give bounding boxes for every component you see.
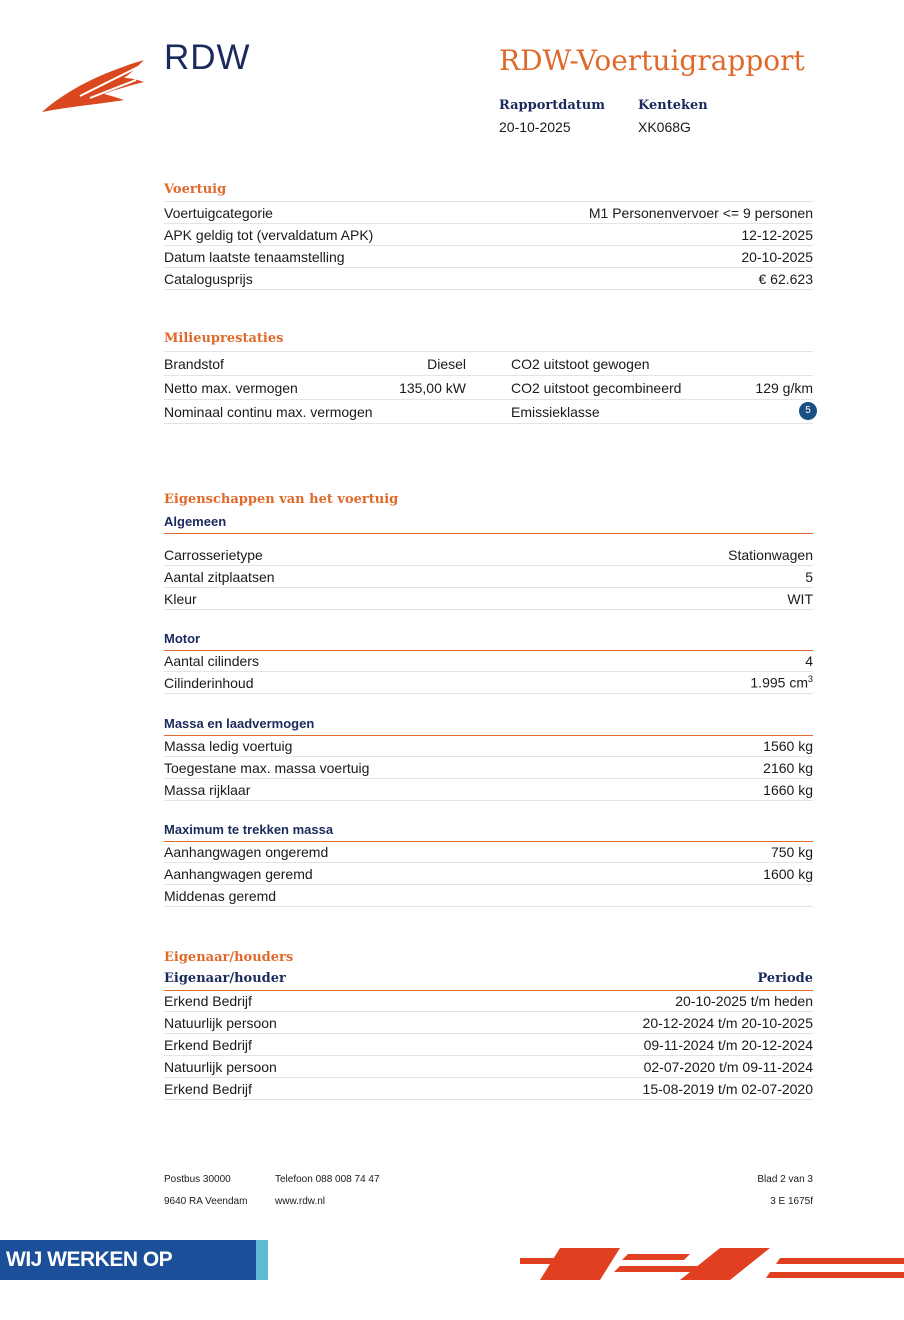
table-row [164, 400, 813, 424]
section-title-milieu: Milieuprestaties [164, 331, 284, 346]
footer-code: 3 E 1675f [770, 1196, 813, 1207]
footer-telefoon: Telefoon 088 008 74 47 [275, 1174, 380, 1185]
row-value: 20-10-2025 [741, 248, 813, 265]
row-label: Brandstof [164, 356, 224, 372]
column-header-periode: Periode [757, 971, 813, 986]
table-row [164, 885, 813, 907]
table-row [164, 650, 813, 672]
row-label: Kleur [164, 590, 197, 607]
table-row [164, 224, 813, 246]
eigenaar-header [164, 971, 813, 991]
emissieklasse-badge: 5 [799, 402, 817, 420]
row-label: Aanhangwagen geremd [164, 865, 313, 882]
row-value: 1560 kg [763, 737, 813, 754]
table-row [164, 779, 813, 801]
subsection-algemeen: Algemeen [164, 514, 813, 534]
row-label: Toegestane max. massa voertuig [164, 759, 370, 776]
row-value: € 62.623 [758, 270, 813, 287]
row-label: Cilinderinhoud [164, 674, 254, 691]
row-value: 15-08-2019 t/m 02-07-2020 [642, 1080, 813, 1097]
row-label: Aantal cilinders [164, 652, 259, 669]
row-label: Massa ledig voertuig [164, 737, 293, 754]
row-label: CO2 uitstoot gecombineerd [511, 380, 682, 396]
row-label: Nominaal continu max. vermogen [164, 404, 373, 420]
row-value: 4 [805, 652, 813, 669]
row-label: Netto max. vermogen [164, 380, 298, 396]
report-title: RDW-Voertuigrapport [499, 44, 805, 77]
table-row [164, 863, 813, 885]
logo-text: RDW [164, 38, 251, 77]
row-label: Middenas geremd [164, 887, 277, 904]
table-row [164, 990, 813, 1012]
row-value: 09-11-2024 t/m 20-12-2024 [643, 1036, 813, 1053]
row-label: Aanhangwagen ongeremd [164, 843, 329, 860]
rapportdatum-label: Rapportdatum [499, 98, 605, 113]
row-value: WIT [787, 590, 813, 607]
table-row [164, 1034, 813, 1056]
table-row [164, 246, 813, 268]
milieu-table [164, 351, 813, 424]
footer-web-link[interactable]: www.rdw.nl [275, 1196, 326, 1207]
table-row [164, 268, 813, 290]
row-value: 20-10-2025 t/m heden [675, 992, 813, 1009]
table-row [164, 1078, 813, 1100]
row-value: 12-12-2025 [741, 226, 813, 243]
row-value: 135,00 kW [399, 380, 466, 396]
row-value: 2160 kg [763, 759, 813, 776]
kenteken-value: XK068G [638, 119, 691, 135]
row-label: Natuurlijk persoon [164, 1058, 277, 1075]
table-row [164, 351, 813, 376]
voertuig-table [164, 201, 813, 290]
row-label: APK geldig tot (vervaldatum APK) [164, 226, 374, 243]
row-label: Erkend Bedrijf [164, 992, 252, 1009]
table-row [164, 201, 813, 224]
row-label: Natuurlijk persoon [164, 1014, 277, 1031]
section-title-eigenschappen: Eigenschappen van het voertuig [164, 492, 399, 507]
row-label: Datum laatste tenaamstelling [164, 248, 345, 265]
subsection-massa: Massa en laadvermogen [164, 716, 813, 736]
footer-page-number: Blad 2 van 3 [757, 1174, 813, 1185]
row-label: Emissieklasse [511, 404, 600, 420]
table-row [164, 376, 813, 400]
table-row [164, 672, 813, 694]
subsection-motor: Motor [164, 631, 813, 651]
table-row [164, 566, 813, 588]
row-value: M1 Personenvervoer <= 9 personen [588, 204, 813, 221]
table-row [164, 588, 813, 610]
row-value: 129 g/km [755, 380, 813, 396]
table-row [164, 1012, 813, 1034]
eigenaar-table [164, 990, 813, 1100]
table-row [164, 1056, 813, 1078]
rapportdatum-value: 20-10-2025 [499, 119, 571, 135]
row-label: Voertuigcategorie [164, 204, 273, 221]
row-label: Erkend Bedrijf [164, 1036, 252, 1053]
row-value: 20-12-2024 t/m 20-10-2025 [642, 1014, 813, 1031]
row-value: Diesel [427, 356, 466, 372]
cilinderinhoud-value: 1.995 cm [750, 674, 808, 691]
row-value: 02-07-2020 t/m 09-11-2024 [643, 1058, 813, 1075]
row-label: Erkend Bedrijf [164, 1080, 252, 1097]
rdw-logo-icon [40, 56, 150, 116]
row-value: 1600 kg [763, 865, 813, 882]
row-value [750, 674, 813, 691]
table-row [164, 841, 813, 863]
trekken-table [164, 841, 813, 907]
row-label: Carrosserietype [164, 546, 263, 563]
table-row [164, 544, 813, 566]
motor-table [164, 650, 813, 694]
table-row [164, 757, 813, 779]
footer-city: 9640 RA Veendam [164, 1196, 248, 1207]
section-title-voertuig: Voertuig [164, 182, 227, 197]
algemeen-table [164, 544, 813, 610]
column-header-eigenaar: Eigenaar/houder [164, 971, 286, 986]
row-label: Aantal zitplaatsen [164, 568, 275, 585]
massa-table [164, 735, 813, 801]
row-value: 750 kg [770, 843, 813, 860]
afspraak-banner: WIJ WERKEN OP AFSPRAAK [0, 1240, 258, 1280]
unit-superscript: 3 [807, 674, 813, 685]
row-value: Stationwagen [728, 546, 813, 563]
table-row [164, 735, 813, 757]
row-value: 1660 kg [763, 781, 813, 798]
row-value: 5 [805, 568, 813, 585]
row-label: CO2 uitstoot gewogen [511, 356, 650, 372]
row-label: Massa rijklaar [164, 781, 251, 798]
section-title-eigenaar: Eigenaar/houders [164, 950, 294, 965]
row-label: Catalogusprijs [164, 270, 253, 287]
kenteken-label: Kenteken [638, 98, 708, 113]
subsection-trekken: Maximum te trekken massa [164, 822, 813, 842]
footer-postbus: Postbus 30000 [164, 1174, 231, 1185]
dealer-stripes-icon [520, 1244, 904, 1280]
banner-stripe [256, 1240, 268, 1280]
